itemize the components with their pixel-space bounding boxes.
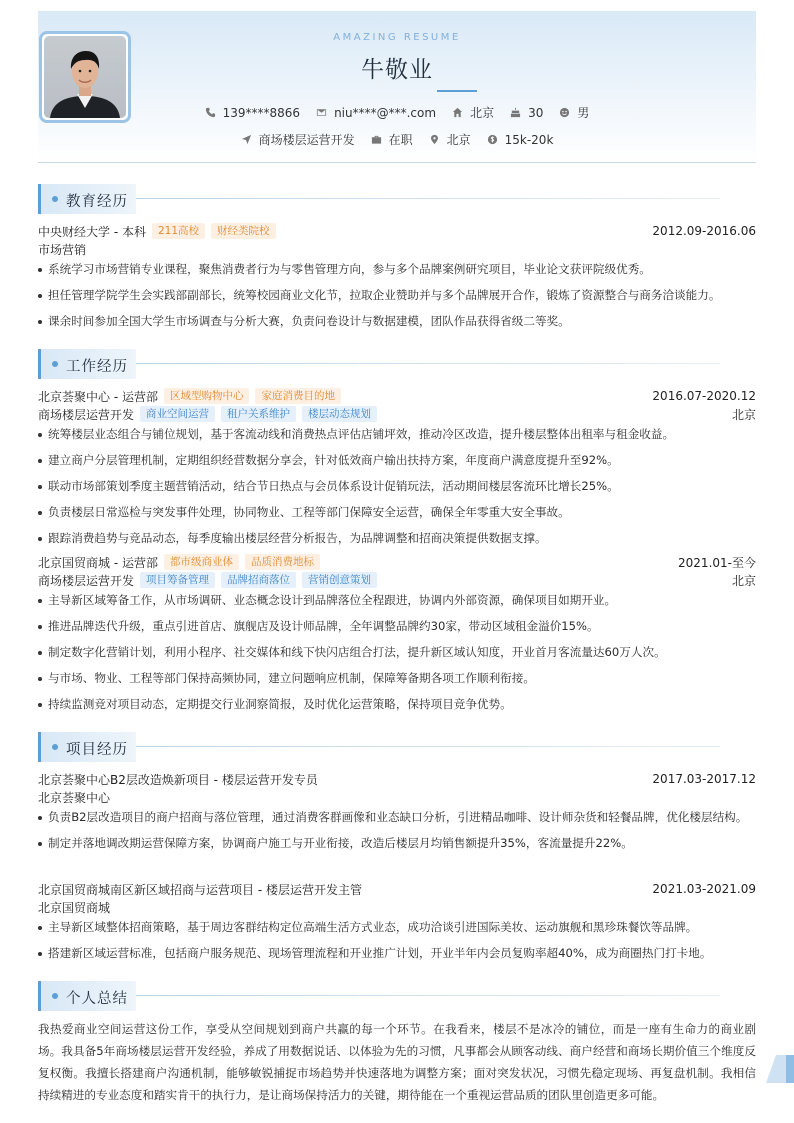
- work-city: 北京: [731, 573, 756, 588]
- company-name: 北京荟聚中心 - 运营部: [38, 389, 158, 404]
- candidate-name: 牛敬业: [361, 57, 433, 83]
- list-item: 跟踪消费趋势与竞品动态，每季度输出楼层经营分析报告，为品牌调整和招商决策提供数据支撑。: [38, 527, 756, 549]
- resume-tagline: AMAZING RESUME: [333, 32, 461, 43]
- list-item: 持续监测竞对项目动态，定期提交行业洞察简报，及时优化运营策略，保持项目竞争优势。: [38, 693, 756, 715]
- company-name: 北京国贸商城 - 运营部: [38, 555, 158, 570]
- work-header-row: [38, 553, 756, 571]
- contact-row: [38, 104, 756, 121]
- send-icon: [241, 134, 252, 145]
- list-item: 负责B2层改造项目的商户招商与落位管理，通过消费客群画像和业态缺口分析，引进精品咖啡、设计师杂货和轻餐品牌，优化楼层结构。: [38, 806, 756, 828]
- role-tag: 项目筹备管理: [140, 572, 215, 588]
- list-item: 主导新区域整体招商策略，基于周边客群结构定位高端生活方式业态，成功洽谈引进国际美妆、运动旗舰和黑珍珠餐饮等品牌。: [38, 916, 756, 938]
- job-status-text: 在职: [388, 133, 413, 147]
- section-education: [38, 184, 756, 214]
- gender-icon: [559, 107, 570, 118]
- list-item: 制定并落地调改期运营保障方案，协调商户施工与开业衔接，改造后楼层月均销售额提升35%，客流量提升22%。: [38, 832, 756, 854]
- list-item: 负责楼层日常巡检与突发事件处理，协同物业、工程等部门保障安全运营，确保全年零重大安全事故。: [38, 501, 756, 523]
- money-icon: [487, 134, 498, 145]
- section-divider: [136, 746, 720, 747]
- target-position-text: 商场楼层运营开发: [258, 133, 355, 147]
- company-tag: 区域型购物中心: [164, 388, 250, 404]
- hometown-item: [452, 104, 494, 121]
- project-header-row: [38, 770, 756, 788]
- project-bullets: [38, 806, 756, 858]
- email-item: [316, 106, 436, 120]
- role-tag: 商业空间运营: [140, 406, 215, 422]
- role-name: 商场楼层运营开发: [38, 573, 135, 588]
- list-item: 课余时间参加全国大学生市场调查与分析大赛，负责问卷设计与数据建模，团队作品获得省级二等奖。: [38, 310, 756, 332]
- resume-header: [38, 11, 756, 163]
- section-divider: [136, 363, 720, 364]
- cake-icon: [510, 107, 521, 118]
- school-tag: 财经类院校: [211, 223, 276, 239]
- list-item: 系统学习市场营销专业课程，聚焦消费者行为与零售管理方向，参与多个品牌案例研究项目，毕业论文获评院级优秀。: [38, 258, 756, 280]
- education-bullets: [38, 258, 756, 336]
- section-title-project: 项目经历: [66, 742, 128, 758]
- work-date: 2016.07-2020.12: [652, 389, 756, 403]
- section-title-education: 教育经历: [66, 194, 128, 210]
- project-org: 北京荟聚中心: [38, 791, 111, 805]
- section-summary: [38, 981, 756, 1011]
- gender-text: 男: [577, 106, 590, 120]
- company-tag: 都市级商业体: [164, 554, 239, 570]
- list-item: 建立商户分层管理机制，定期组织经营数据分享会，针对低效商户输出扶持方案，年度商户满意度提升至92%。: [38, 449, 756, 471]
- phone-item: [205, 106, 300, 120]
- role-name: 商场楼层运营开发: [38, 407, 135, 422]
- work-role-row: [38, 571, 756, 589]
- age-item: [510, 106, 543, 120]
- briefcase-icon: [371, 134, 382, 145]
- section-dot: [52, 993, 58, 999]
- list-item: 制定数字化营销计划，利用小程序、社交媒体和线下快闪店组合打法，提升新区域认知度，开业首月客流量达60万人次。: [38, 641, 756, 663]
- phone-text: 139****8866: [222, 105, 301, 120]
- role-tag: 品牌招商落位: [221, 572, 296, 588]
- project-date: 2017.03-2017.12: [652, 772, 756, 786]
- phone-icon: [205, 107, 216, 118]
- home-icon: [452, 107, 463, 118]
- role-tag: 租户关系维护: [221, 406, 296, 422]
- age-text: 30: [528, 105, 544, 120]
- gender-item: [559, 104, 589, 121]
- section-dot: [52, 361, 58, 367]
- target-position-item: [241, 131, 355, 148]
- work-city: 北京: [731, 407, 756, 422]
- project-title: 北京荟聚中心B2层改造焕新项目 - 楼层运营开发专员: [38, 772, 318, 787]
- work-header-row: [38, 387, 756, 405]
- name-underline: [437, 90, 477, 92]
- work-bullets: [38, 423, 756, 553]
- target-city-text: 北京: [446, 133, 471, 147]
- list-item: 主导新区域筹备工作，从市场调研、业态概念设计到品牌落位全程跟进，协调内外部资源，确保项目如期开业。: [38, 589, 756, 611]
- education-header-row: [38, 222, 756, 240]
- job-intent-row: [38, 131, 756, 148]
- location-pin-icon: [429, 134, 440, 145]
- list-item: 推进品牌迭代升级，重点引进首店、旗舰店及设计师品牌，全年调整品牌约30家，带动区域租金溢价15%。: [38, 615, 756, 637]
- hometown-text: 北京: [470, 106, 495, 120]
- school-tag: 211高校: [152, 223, 205, 239]
- work-role-row: [38, 405, 756, 423]
- list-item: 联动市场部策划季度主题营销活动，结合节日热点与会员体系设计促销玩法，活动期间楼层客流环比增长25%。: [38, 475, 756, 497]
- company-tag: 品质消费地标: [245, 554, 320, 570]
- section-work: [38, 349, 756, 379]
- list-item: 统筹楼层业态组合与铺位规划，基于客流动线和消费热点评估店铺坪效，推动冷区改造，提升楼层整体出租率与租金收益。: [38, 423, 756, 445]
- salary-text: 15k-20k: [504, 132, 554, 147]
- work-date: 2021.01-至今: [678, 555, 756, 570]
- project-org: 北京国贸商城: [38, 901, 111, 915]
- education-major: 市场营销: [38, 243, 87, 257]
- section-divider: [136, 995, 720, 996]
- email-text: niu****@***.com: [334, 105, 437, 120]
- summary-text: 我热爱商业空间运营这份工作，享受从空间规划到商户共赢的每一个环节。在我看来，楼层不是冰冷的铺位，而是一座有生命力的商业剧场。我具备5年商场楼层运营开发经验，养成了用数据说话、以体验为先的习惯，凡事都会从顾客动线、商户经营和商场长期价值三个维度反复权衡。我擅长搭建商户沟通机制，能够敏锐捕捉市场趋势并快速落地为调整方案；面对突发状况，习惯先稳定现场、再复盘机制。我相信持续精进的专业态度和踏实肯干的执行力，是让商场保持活力的关键，期待能在一个重视运营品质的团队里创造更多可能。: [38, 1022, 756, 1102]
- section-title-work: 工作经历: [66, 359, 128, 375]
- target-city-item: [429, 131, 471, 148]
- mail-icon: [316, 107, 327, 118]
- job-status-item: [371, 131, 413, 148]
- corner-decoration: [766, 1055, 794, 1083]
- company-tag: 家庭消费目的地: [255, 388, 341, 404]
- list-item: 与市场、物业、工程等部门保持高频协同，建立问题响应机制，保障筹备期各项工作顺利衔接。: [38, 667, 756, 689]
- project-header-row: [38, 880, 756, 898]
- section-dot: [52, 196, 58, 202]
- role-tag: 楼层动态规划: [302, 406, 377, 422]
- section-project: [38, 732, 756, 762]
- school-name: 中央财经大学 - 本科: [38, 224, 146, 239]
- salary-item: [487, 133, 554, 147]
- list-item: 担任管理学院学生会实践部副部长，统筹校园商业文化节，拉取企业赞助并与多个品牌展开合作，锻炼了资源整合与商务洽谈能力。: [38, 284, 756, 306]
- role-tag: 营销创意策划: [302, 572, 377, 588]
- section-dot: [52, 744, 58, 750]
- project-title: 北京国贸商城南区新区域招商与运营项目 - 楼层运营开发主管: [38, 882, 362, 897]
- section-title-summary: 个人总结: [66, 991, 128, 1007]
- education-date: 2012.09-2016.06: [652, 224, 756, 238]
- project-date: 2021.03-2021.09: [652, 882, 756, 896]
- list-item: 搭建新区域运营标准，包括商户服务规范、现场管理流程和开业推广计划，开业半年内会员复购率超40%，成为商圈热门打卡地。: [38, 942, 756, 964]
- work-bullets: [38, 589, 756, 719]
- section-divider: [136, 198, 720, 199]
- project-bullets: [38, 916, 756, 968]
